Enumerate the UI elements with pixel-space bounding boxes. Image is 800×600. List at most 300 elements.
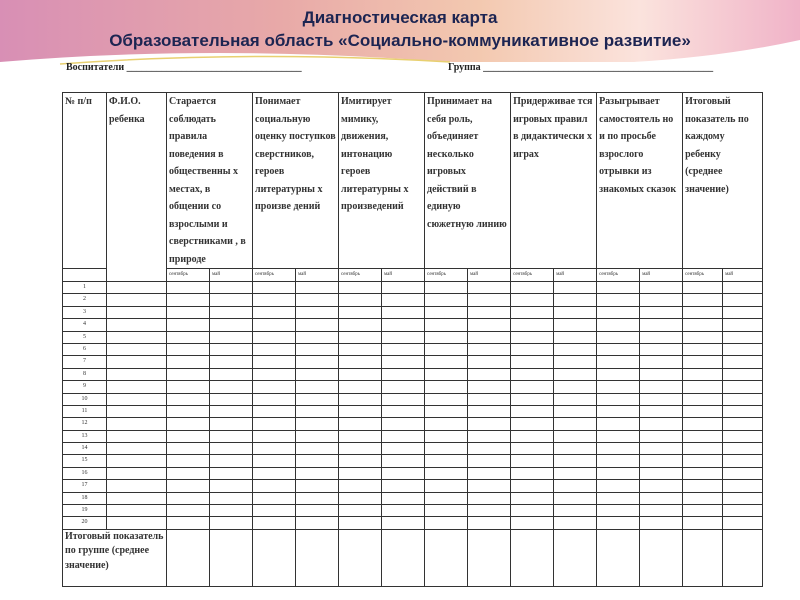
score-cell[interactable]: [597, 356, 640, 368]
score-cell[interactable]: [511, 467, 554, 479]
score-cell[interactable]: [597, 517, 640, 529]
score-cell[interactable]: [210, 343, 253, 355]
score-cell[interactable]: [167, 306, 210, 318]
group-score-cell[interactable]: [511, 529, 554, 586]
score-cell[interactable]: [554, 418, 597, 430]
score-cell[interactable]: [167, 393, 210, 405]
child-name-cell[interactable]: [107, 455, 167, 467]
score-cell[interactable]: [253, 368, 296, 380]
score-cell[interactable]: [339, 443, 382, 455]
score-cell[interactable]: [723, 430, 763, 442]
score-cell[interactable]: [167, 368, 210, 380]
score-cell[interactable]: [382, 343, 425, 355]
score-cell[interactable]: [382, 455, 425, 467]
score-cell[interactable]: [210, 405, 253, 417]
score-cell[interactable]: [468, 418, 511, 430]
score-cell[interactable]: [253, 331, 296, 343]
score-cell[interactable]: [210, 393, 253, 405]
score-cell[interactable]: [683, 319, 723, 331]
score-cell[interactable]: [554, 306, 597, 318]
score-cell[interactable]: [468, 381, 511, 393]
score-cell[interactable]: [468, 505, 511, 517]
score-cell[interactable]: [683, 505, 723, 517]
score-cell[interactable]: [468, 393, 511, 405]
score-cell[interactable]: [167, 356, 210, 368]
score-cell[interactable]: [511, 418, 554, 430]
score-cell[interactable]: [339, 405, 382, 417]
score-cell[interactable]: [296, 331, 339, 343]
score-cell[interactable]: [339, 467, 382, 479]
score-cell[interactable]: [339, 393, 382, 405]
score-cell[interactable]: [597, 306, 640, 318]
score-cell[interactable]: [597, 294, 640, 306]
group-score-cell[interactable]: [210, 529, 253, 586]
score-cell[interactable]: [554, 480, 597, 492]
score-cell[interactable]: [382, 282, 425, 294]
score-cell[interactable]: [511, 381, 554, 393]
score-cell[interactable]: [597, 505, 640, 517]
score-cell[interactable]: [296, 356, 339, 368]
score-cell[interactable]: [511, 282, 554, 294]
score-cell[interactable]: [597, 467, 640, 479]
score-cell[interactable]: [339, 331, 382, 343]
score-cell[interactable]: [253, 294, 296, 306]
score-cell[interactable]: [683, 294, 723, 306]
score-cell[interactable]: [468, 356, 511, 368]
score-cell[interactable]: [382, 430, 425, 442]
score-cell[interactable]: [554, 517, 597, 529]
score-cell[interactable]: [683, 343, 723, 355]
score-cell[interactable]: [554, 405, 597, 417]
score-cell[interactable]: [683, 306, 723, 318]
score-cell[interactable]: [425, 430, 468, 442]
score-cell[interactable]: [723, 405, 763, 417]
score-cell[interactable]: [382, 443, 425, 455]
score-cell[interactable]: [253, 492, 296, 504]
score-cell[interactable]: [425, 331, 468, 343]
score-cell[interactable]: [723, 455, 763, 467]
score-cell[interactable]: [167, 492, 210, 504]
score-cell[interactable]: [511, 405, 554, 417]
score-cell[interactable]: [425, 455, 468, 467]
score-cell[interactable]: [167, 505, 210, 517]
score-cell[interactable]: [253, 505, 296, 517]
score-cell[interactable]: [683, 393, 723, 405]
child-name-cell[interactable]: [107, 405, 167, 417]
score-cell[interactable]: [382, 405, 425, 417]
score-cell[interactable]: [597, 343, 640, 355]
group-score-cell[interactable]: [683, 529, 723, 586]
score-cell[interactable]: [339, 492, 382, 504]
score-cell[interactable]: [210, 505, 253, 517]
score-cell[interactable]: [296, 294, 339, 306]
score-cell[interactable]: [167, 418, 210, 430]
score-cell[interactable]: [425, 443, 468, 455]
score-cell[interactable]: [210, 418, 253, 430]
score-cell[interactable]: [640, 430, 683, 442]
score-cell[interactable]: [425, 418, 468, 430]
score-cell[interactable]: [554, 343, 597, 355]
score-cell[interactable]: [382, 294, 425, 306]
score-cell[interactable]: [683, 418, 723, 430]
score-cell[interactable]: [597, 455, 640, 467]
score-cell[interactable]: [425, 381, 468, 393]
score-cell[interactable]: [210, 368, 253, 380]
group-score-cell[interactable]: [382, 529, 425, 586]
score-cell[interactable]: [640, 319, 683, 331]
group-score-cell[interactable]: [640, 529, 683, 586]
score-cell[interactable]: [554, 381, 597, 393]
score-cell[interactable]: [468, 405, 511, 417]
group-score-cell[interactable]: [253, 529, 296, 586]
score-cell[interactable]: [296, 455, 339, 467]
score-cell[interactable]: [511, 306, 554, 318]
score-cell[interactable]: [640, 517, 683, 529]
score-cell[interactable]: [554, 455, 597, 467]
score-cell[interactable]: [210, 430, 253, 442]
score-cell[interactable]: [723, 492, 763, 504]
score-cell[interactable]: [723, 505, 763, 517]
child-name-cell[interactable]: [107, 282, 167, 294]
score-cell[interactable]: [253, 381, 296, 393]
score-cell[interactable]: [597, 368, 640, 380]
score-cell[interactable]: [468, 306, 511, 318]
score-cell[interactable]: [468, 319, 511, 331]
score-cell[interactable]: [296, 319, 339, 331]
score-cell[interactable]: [253, 480, 296, 492]
score-cell[interactable]: [683, 405, 723, 417]
child-name-cell[interactable]: [107, 480, 167, 492]
score-cell[interactable]: [597, 443, 640, 455]
score-cell[interactable]: [468, 480, 511, 492]
score-cell[interactable]: [425, 505, 468, 517]
score-cell[interactable]: [554, 368, 597, 380]
score-cell[interactable]: [597, 492, 640, 504]
score-cell[interactable]: [511, 492, 554, 504]
score-cell[interactable]: [640, 381, 683, 393]
score-cell[interactable]: [339, 319, 382, 331]
score-cell[interactable]: [554, 294, 597, 306]
score-cell[interactable]: [597, 405, 640, 417]
child-name-cell[interactable]: [107, 381, 167, 393]
score-cell[interactable]: [339, 418, 382, 430]
group-score-cell[interactable]: [597, 529, 640, 586]
score-cell[interactable]: [296, 418, 339, 430]
score-cell[interactable]: [167, 331, 210, 343]
score-cell[interactable]: [723, 480, 763, 492]
group-score-cell[interactable]: [296, 529, 339, 586]
score-cell[interactable]: [511, 368, 554, 380]
score-cell[interactable]: [683, 492, 723, 504]
score-cell[interactable]: [253, 282, 296, 294]
score-cell[interactable]: [253, 443, 296, 455]
score-cell[interactable]: [640, 418, 683, 430]
score-cell[interactable]: [554, 356, 597, 368]
score-cell[interactable]: [339, 505, 382, 517]
score-cell[interactable]: [296, 343, 339, 355]
score-cell[interactable]: [425, 517, 468, 529]
score-cell[interactable]: [382, 480, 425, 492]
score-cell[interactable]: [425, 480, 468, 492]
score-cell[interactable]: [723, 343, 763, 355]
score-cell[interactable]: [296, 467, 339, 479]
score-cell[interactable]: [468, 467, 511, 479]
score-cell[interactable]: [167, 405, 210, 417]
score-cell[interactable]: [640, 405, 683, 417]
score-cell[interactable]: [210, 443, 253, 455]
score-cell[interactable]: [468, 282, 511, 294]
score-cell[interactable]: [210, 319, 253, 331]
score-cell[interactable]: [167, 517, 210, 529]
score-cell[interactable]: [210, 331, 253, 343]
score-cell[interactable]: [382, 306, 425, 318]
group-score-cell[interactable]: [425, 529, 468, 586]
score-cell[interactable]: [597, 418, 640, 430]
child-name-cell[interactable]: [107, 319, 167, 331]
score-cell[interactable]: [468, 455, 511, 467]
score-cell[interactable]: [723, 418, 763, 430]
score-cell[interactable]: [296, 430, 339, 442]
score-cell[interactable]: [723, 356, 763, 368]
score-cell[interactable]: [382, 467, 425, 479]
score-cell[interactable]: [683, 356, 723, 368]
score-cell[interactable]: [597, 331, 640, 343]
score-cell[interactable]: [723, 319, 763, 331]
score-cell[interactable]: [253, 306, 296, 318]
score-cell[interactable]: [511, 356, 554, 368]
score-cell[interactable]: [554, 505, 597, 517]
score-cell[interactable]: [382, 492, 425, 504]
score-cell[interactable]: [339, 306, 382, 318]
child-name-cell[interactable]: [107, 393, 167, 405]
score-cell[interactable]: [425, 368, 468, 380]
score-cell[interactable]: [640, 480, 683, 492]
score-cell[interactable]: [425, 492, 468, 504]
score-cell[interactable]: [597, 381, 640, 393]
score-cell[interactable]: [511, 393, 554, 405]
score-cell[interactable]: [597, 430, 640, 442]
score-cell[interactable]: [425, 393, 468, 405]
score-cell[interactable]: [210, 517, 253, 529]
score-cell[interactable]: [296, 393, 339, 405]
score-cell[interactable]: [167, 343, 210, 355]
score-cell[interactable]: [723, 443, 763, 455]
score-cell[interactable]: [210, 455, 253, 467]
score-cell[interactable]: [723, 393, 763, 405]
score-cell[interactable]: [683, 368, 723, 380]
score-cell[interactable]: [683, 282, 723, 294]
score-cell[interactable]: [210, 467, 253, 479]
child-name-cell[interactable]: [107, 505, 167, 517]
score-cell[interactable]: [382, 368, 425, 380]
score-cell[interactable]: [253, 430, 296, 442]
score-cell[interactable]: [339, 480, 382, 492]
score-cell[interactable]: [253, 455, 296, 467]
score-cell[interactable]: [296, 517, 339, 529]
score-cell[interactable]: [511, 480, 554, 492]
score-cell[interactable]: [640, 443, 683, 455]
score-cell[interactable]: [382, 517, 425, 529]
score-cell[interactable]: [554, 467, 597, 479]
score-cell[interactable]: [296, 480, 339, 492]
score-cell[interactable]: [554, 430, 597, 442]
score-cell[interactable]: [511, 517, 554, 529]
score-cell[interactable]: [468, 294, 511, 306]
score-cell[interactable]: [210, 356, 253, 368]
score-cell[interactable]: [296, 368, 339, 380]
score-cell[interactable]: [167, 455, 210, 467]
score-cell[interactable]: [167, 480, 210, 492]
score-cell[interactable]: [723, 331, 763, 343]
score-cell[interactable]: [723, 368, 763, 380]
score-cell[interactable]: [253, 319, 296, 331]
child-name-cell[interactable]: [107, 443, 167, 455]
score-cell[interactable]: [723, 306, 763, 318]
score-cell[interactable]: [511, 343, 554, 355]
score-cell[interactable]: [640, 505, 683, 517]
score-cell[interactable]: [210, 480, 253, 492]
score-cell[interactable]: [597, 480, 640, 492]
child-name-cell[interactable]: [107, 356, 167, 368]
score-cell[interactable]: [640, 393, 683, 405]
score-cell[interactable]: [640, 282, 683, 294]
group-score-cell[interactable]: [554, 529, 597, 586]
child-name-cell[interactable]: [107, 306, 167, 318]
score-cell[interactable]: [167, 319, 210, 331]
score-cell[interactable]: [253, 393, 296, 405]
score-cell[interactable]: [339, 294, 382, 306]
score-cell[interactable]: [683, 467, 723, 479]
score-cell[interactable]: [382, 505, 425, 517]
score-cell[interactable]: [554, 319, 597, 331]
score-cell[interactable]: [425, 467, 468, 479]
score-cell[interactable]: [511, 294, 554, 306]
score-cell[interactable]: [640, 455, 683, 467]
score-cell[interactable]: [339, 343, 382, 355]
score-cell[interactable]: [425, 294, 468, 306]
score-cell[interactable]: [339, 517, 382, 529]
score-cell[interactable]: [723, 467, 763, 479]
score-cell[interactable]: [468, 331, 511, 343]
score-cell[interactable]: [339, 356, 382, 368]
score-cell[interactable]: [468, 492, 511, 504]
score-cell[interactable]: [210, 492, 253, 504]
score-cell[interactable]: [253, 418, 296, 430]
score-cell[interactable]: [468, 343, 511, 355]
score-cell[interactable]: [640, 356, 683, 368]
score-cell[interactable]: [296, 306, 339, 318]
score-cell[interactable]: [382, 331, 425, 343]
score-cell[interactable]: [554, 393, 597, 405]
score-cell[interactable]: [640, 467, 683, 479]
score-cell[interactable]: [339, 455, 382, 467]
score-cell[interactable]: [167, 282, 210, 294]
score-cell[interactable]: [210, 306, 253, 318]
score-cell[interactable]: [511, 443, 554, 455]
score-cell[interactable]: [511, 455, 554, 467]
group-score-cell[interactable]: [167, 529, 210, 586]
score-cell[interactable]: [382, 381, 425, 393]
score-cell[interactable]: [167, 467, 210, 479]
score-cell[interactable]: [253, 405, 296, 417]
child-name-cell[interactable]: [107, 368, 167, 380]
child-name-cell[interactable]: [107, 517, 167, 529]
score-cell[interactable]: [468, 517, 511, 529]
child-name-cell[interactable]: [107, 418, 167, 430]
score-cell[interactable]: [511, 331, 554, 343]
score-cell[interactable]: [210, 381, 253, 393]
score-cell[interactable]: [425, 319, 468, 331]
score-cell[interactable]: [425, 405, 468, 417]
score-cell[interactable]: [683, 517, 723, 529]
score-cell[interactable]: [253, 343, 296, 355]
score-cell[interactable]: [683, 455, 723, 467]
score-cell[interactable]: [723, 381, 763, 393]
score-cell[interactable]: [425, 282, 468, 294]
score-cell[interactable]: [296, 381, 339, 393]
child-name-cell[interactable]: [107, 294, 167, 306]
score-cell[interactable]: [253, 467, 296, 479]
score-cell[interactable]: [339, 282, 382, 294]
score-cell[interactable]: [382, 356, 425, 368]
score-cell[interactable]: [296, 505, 339, 517]
score-cell[interactable]: [723, 282, 763, 294]
score-cell[interactable]: [339, 430, 382, 442]
score-cell[interactable]: [683, 480, 723, 492]
score-cell[interactable]: [339, 381, 382, 393]
score-cell[interactable]: [425, 306, 468, 318]
score-cell[interactable]: [382, 418, 425, 430]
score-cell[interactable]: [511, 430, 554, 442]
score-cell[interactable]: [723, 517, 763, 529]
score-cell[interactable]: [167, 294, 210, 306]
child-name-cell[interactable]: [107, 467, 167, 479]
score-cell[interactable]: [167, 381, 210, 393]
group-score-cell[interactable]: [468, 529, 511, 586]
score-cell[interactable]: [554, 282, 597, 294]
score-cell[interactable]: [640, 492, 683, 504]
score-cell[interactable]: [640, 331, 683, 343]
score-cell[interactable]: [683, 331, 723, 343]
child-name-cell[interactable]: [107, 492, 167, 504]
group-score-cell[interactable]: [723, 529, 763, 586]
score-cell[interactable]: [511, 319, 554, 331]
score-cell[interactable]: [554, 443, 597, 455]
child-name-cell[interactable]: [107, 331, 167, 343]
score-cell[interactable]: [640, 306, 683, 318]
score-cell[interactable]: [640, 368, 683, 380]
score-cell[interactable]: [468, 443, 511, 455]
score-cell[interactable]: [382, 393, 425, 405]
score-cell[interactable]: [167, 430, 210, 442]
score-cell[interactable]: [468, 368, 511, 380]
score-cell[interactable]: [253, 517, 296, 529]
group-score-cell[interactable]: [339, 529, 382, 586]
score-cell[interactable]: [723, 294, 763, 306]
score-cell[interactable]: [296, 443, 339, 455]
score-cell[interactable]: [640, 343, 683, 355]
score-cell[interactable]: [683, 430, 723, 442]
score-cell[interactable]: [382, 319, 425, 331]
score-cell[interactable]: [425, 343, 468, 355]
score-cell[interactable]: [210, 294, 253, 306]
score-cell[interactable]: [640, 294, 683, 306]
score-cell[interactable]: [253, 356, 296, 368]
score-cell[interactable]: [167, 443, 210, 455]
score-cell[interactable]: [597, 319, 640, 331]
score-cell[interactable]: [210, 282, 253, 294]
score-cell[interactable]: [554, 331, 597, 343]
